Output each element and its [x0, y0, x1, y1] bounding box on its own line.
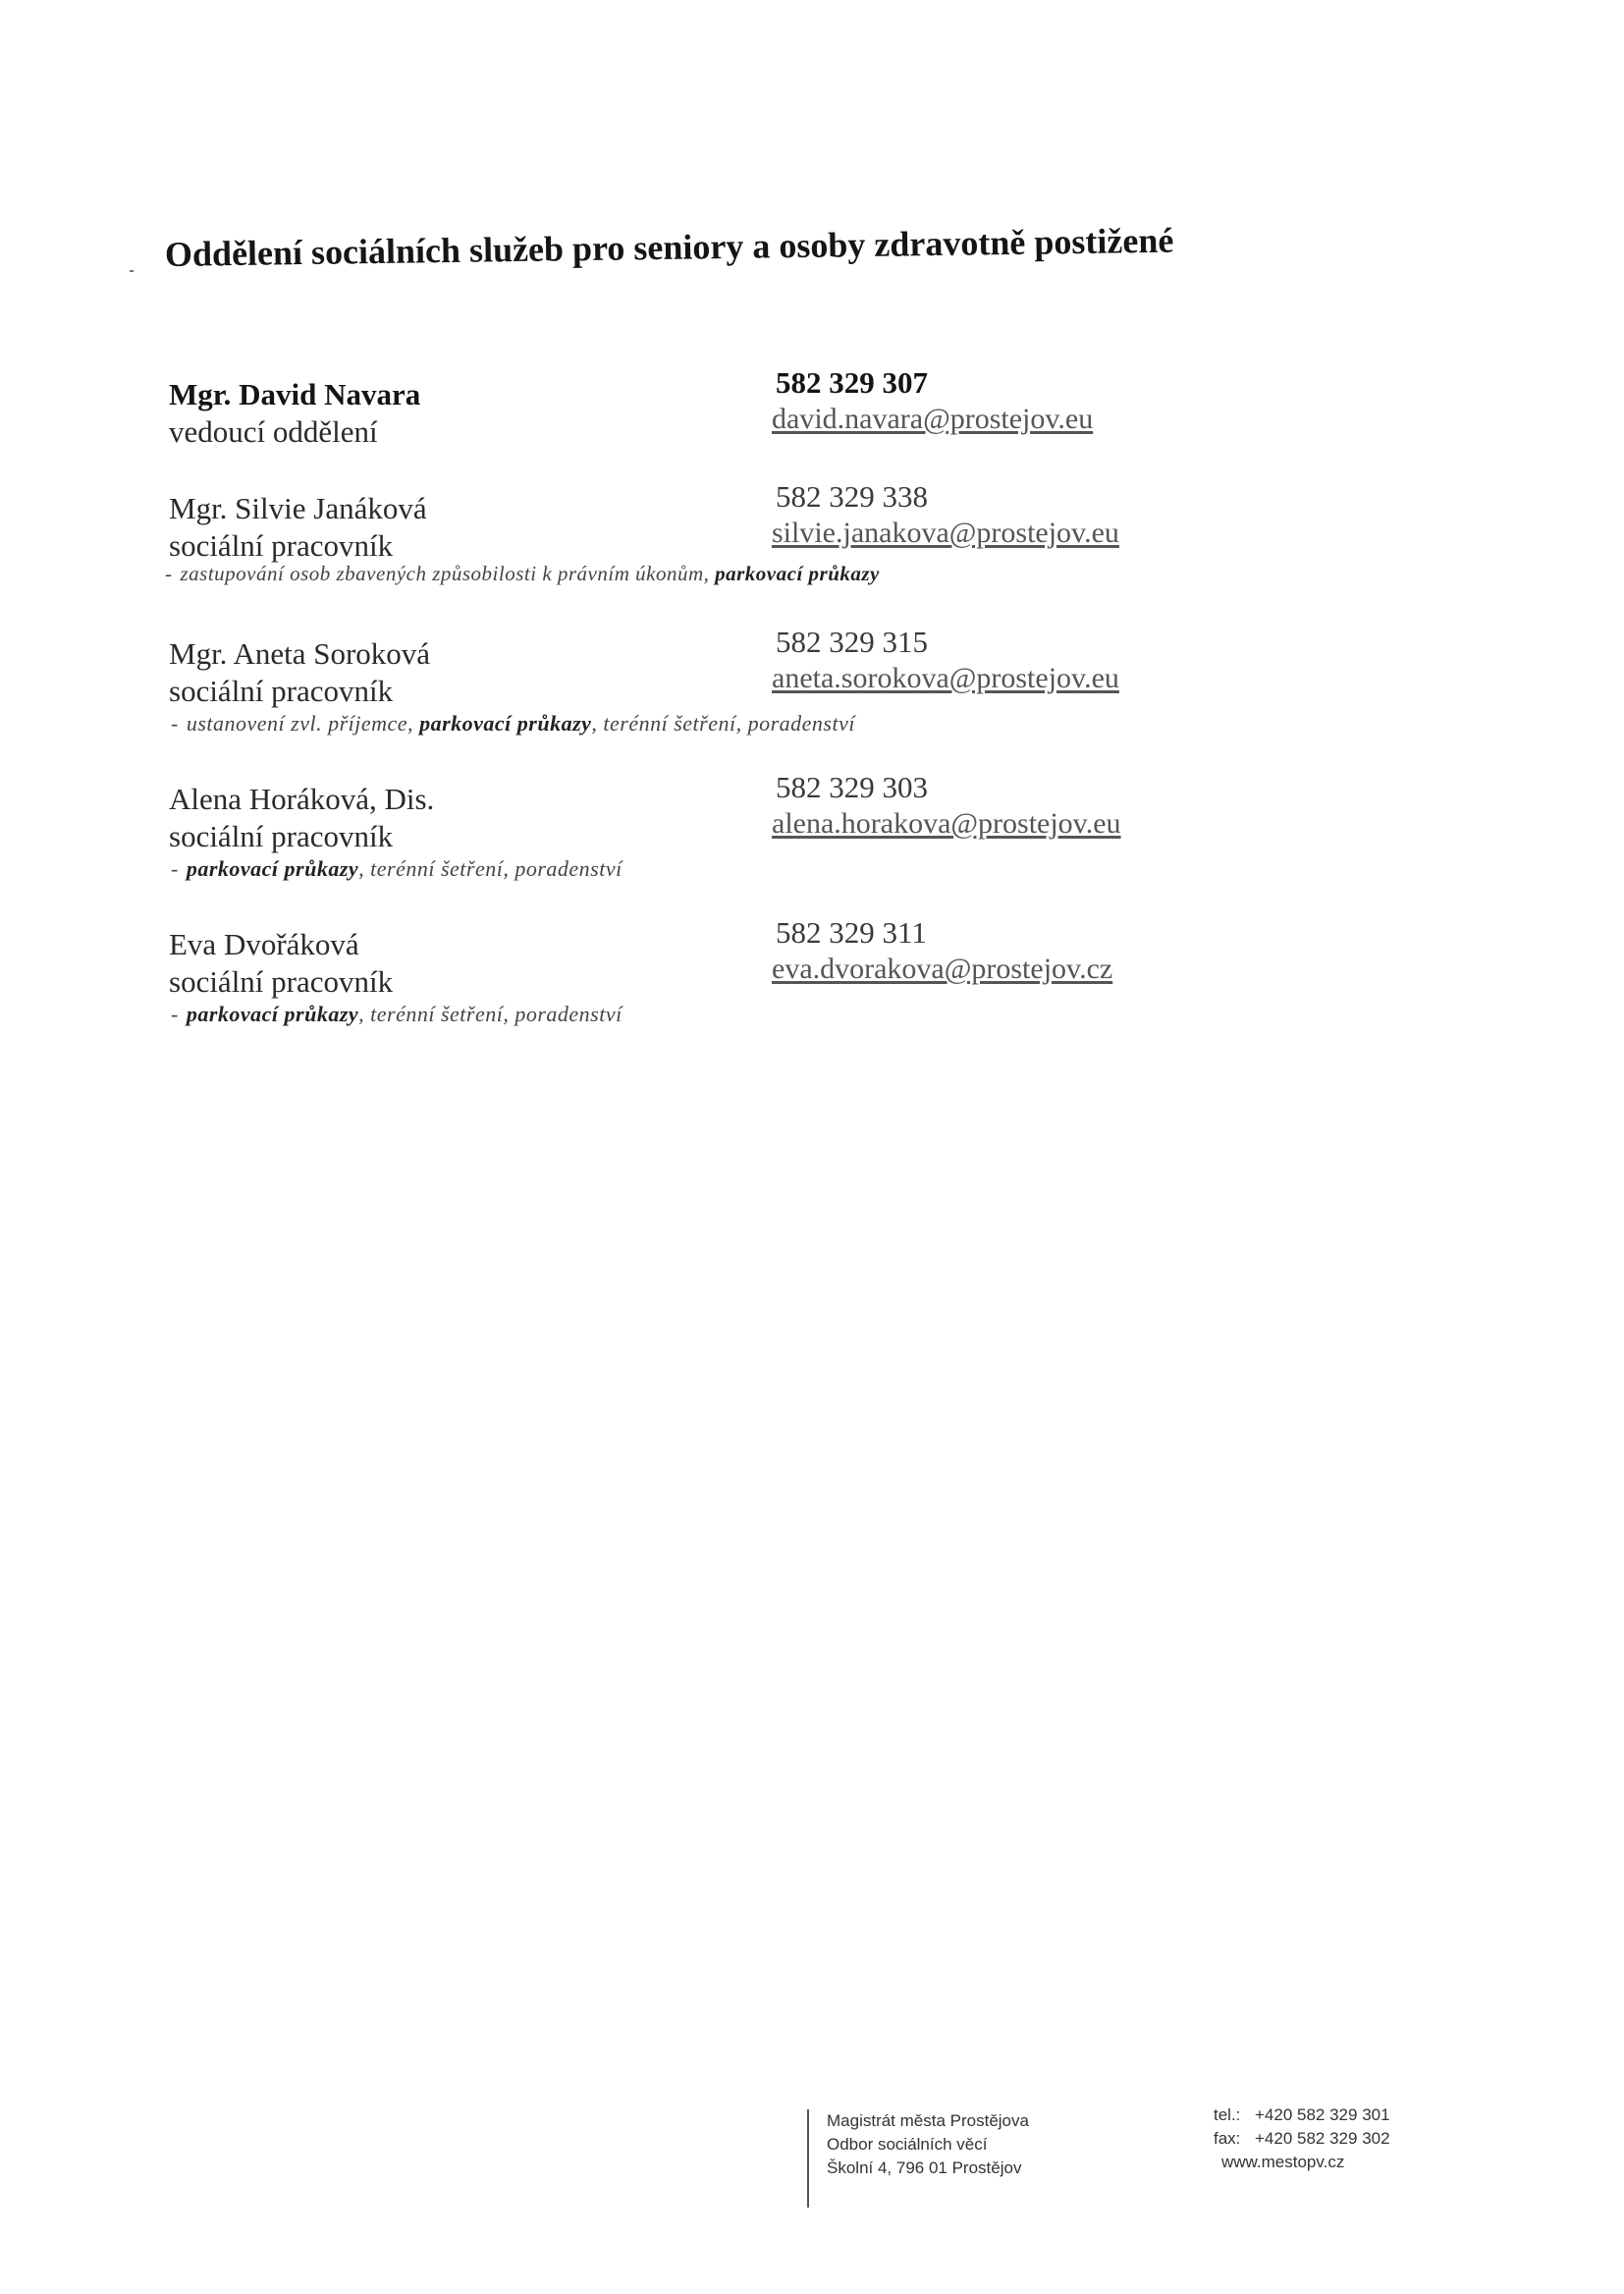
staff-duties: - parkovací průkazy, terénní šetření, poradenství [171, 856, 623, 881]
staff-name: Mgr. Aneta Soroková [169, 636, 431, 671]
tel-number: +420 582 329 301 [1255, 2105, 1390, 2124]
staff-email-link[interactable]: eva.dvorakova@prostejov.cz [772, 953, 1113, 985]
staff-entry [0, 915, 1624, 1035]
duties-bold: parkovací průkazy [419, 711, 592, 736]
fax-label: fax: [1214, 2129, 1241, 2148]
duties-rest: , terénní šetření, poradenství [358, 856, 623, 881]
staff-email-link[interactable]: aneta.sorokova@prostejov.eu [772, 662, 1119, 694]
footer-address [827, 2109, 1029, 2180]
duties-rest: , terénní šetření, poradenství [358, 1002, 623, 1026]
staff-email-link[interactable]: alena.horakova@prostejov.eu [772, 807, 1121, 840]
fax-number: +420 582 329 302 [1255, 2129, 1390, 2148]
staff-phone: 582 329 315 [776, 625, 928, 659]
staff-entry-head [0, 365, 1624, 485]
footer-tel-row [1214, 2103, 1390, 2127]
staff-email-link[interactable]: silvie.janakova@prostejov.eu [772, 517, 1119, 549]
duties-bold: parkovací průkazy [186, 856, 359, 881]
staff-duties: - ustanovení zvl. příjemce, parkovací průkazy, terénní šetření, poradenství [171, 711, 855, 736]
footer-contact [1214, 2103, 1390, 2174]
staff-role: sociální pracovník [169, 674, 394, 708]
staff-entry [0, 770, 1624, 890]
staff-entry [0, 625, 1624, 744]
staff-role: sociální pracovník [169, 964, 394, 999]
department-title: Oddělení sociálních služeb pro seniory a osoby zdravotně postižené [164, 220, 1174, 274]
tel-label: tel.: [1214, 2105, 1241, 2124]
duties-bold: parkovací průkazy [186, 1002, 359, 1026]
footer-fax-row [1214, 2127, 1390, 2151]
footer-org: Magistrát města Prostějova [827, 2111, 1029, 2130]
staff-name: Mgr. David Navara [169, 377, 421, 411]
footer-street: Školní 4, 796 01 Prostějov [827, 2158, 1022, 2177]
staff-name: Alena Horáková, Dis. [169, 782, 435, 816]
footer-dept: Odbor sociálních věcí [827, 2135, 988, 2154]
staff-role: sociální pracovník [169, 819, 394, 853]
duties-rest: , terénní šetření, poradenství [591, 711, 855, 736]
duties-plain: zastupování osob zbavených způsobilosti k právním úkonům, [180, 562, 710, 585]
staff-role: vedoucí oddělení [169, 414, 378, 449]
staff-email-link[interactable]: david.navara@prostejov.eu [772, 403, 1094, 435]
scan-mark [130, 270, 134, 272]
staff-phone: 582 329 303 [776, 770, 928, 804]
footer-divider [807, 2109, 809, 2208]
staff-phone: 582 329 307 [776, 365, 928, 400]
footer-website-link[interactable]: www.mestopv.cz [1221, 2153, 1345, 2171]
staff-name: Mgr. Silvie Janáková [169, 491, 427, 525]
staff-phone: 582 329 338 [776, 479, 928, 514]
duties-plain: ustanovení zvl. příjemce, [186, 711, 414, 736]
staff-duties: - parkovací průkazy, terénní šetření, poradenství [171, 1002, 623, 1026]
staff-name: Eva Dvořáková [169, 927, 359, 961]
staff-role: sociální pracovník [169, 528, 394, 563]
staff-duties: - zastupování osob zbavených způsobilosti k právním úkonům, parkovací průkazy [165, 562, 880, 585]
staff-phone: 582 329 311 [776, 915, 927, 950]
staff-entry [0, 479, 1624, 599]
duties-bold: parkovací průkazy [715, 562, 880, 585]
